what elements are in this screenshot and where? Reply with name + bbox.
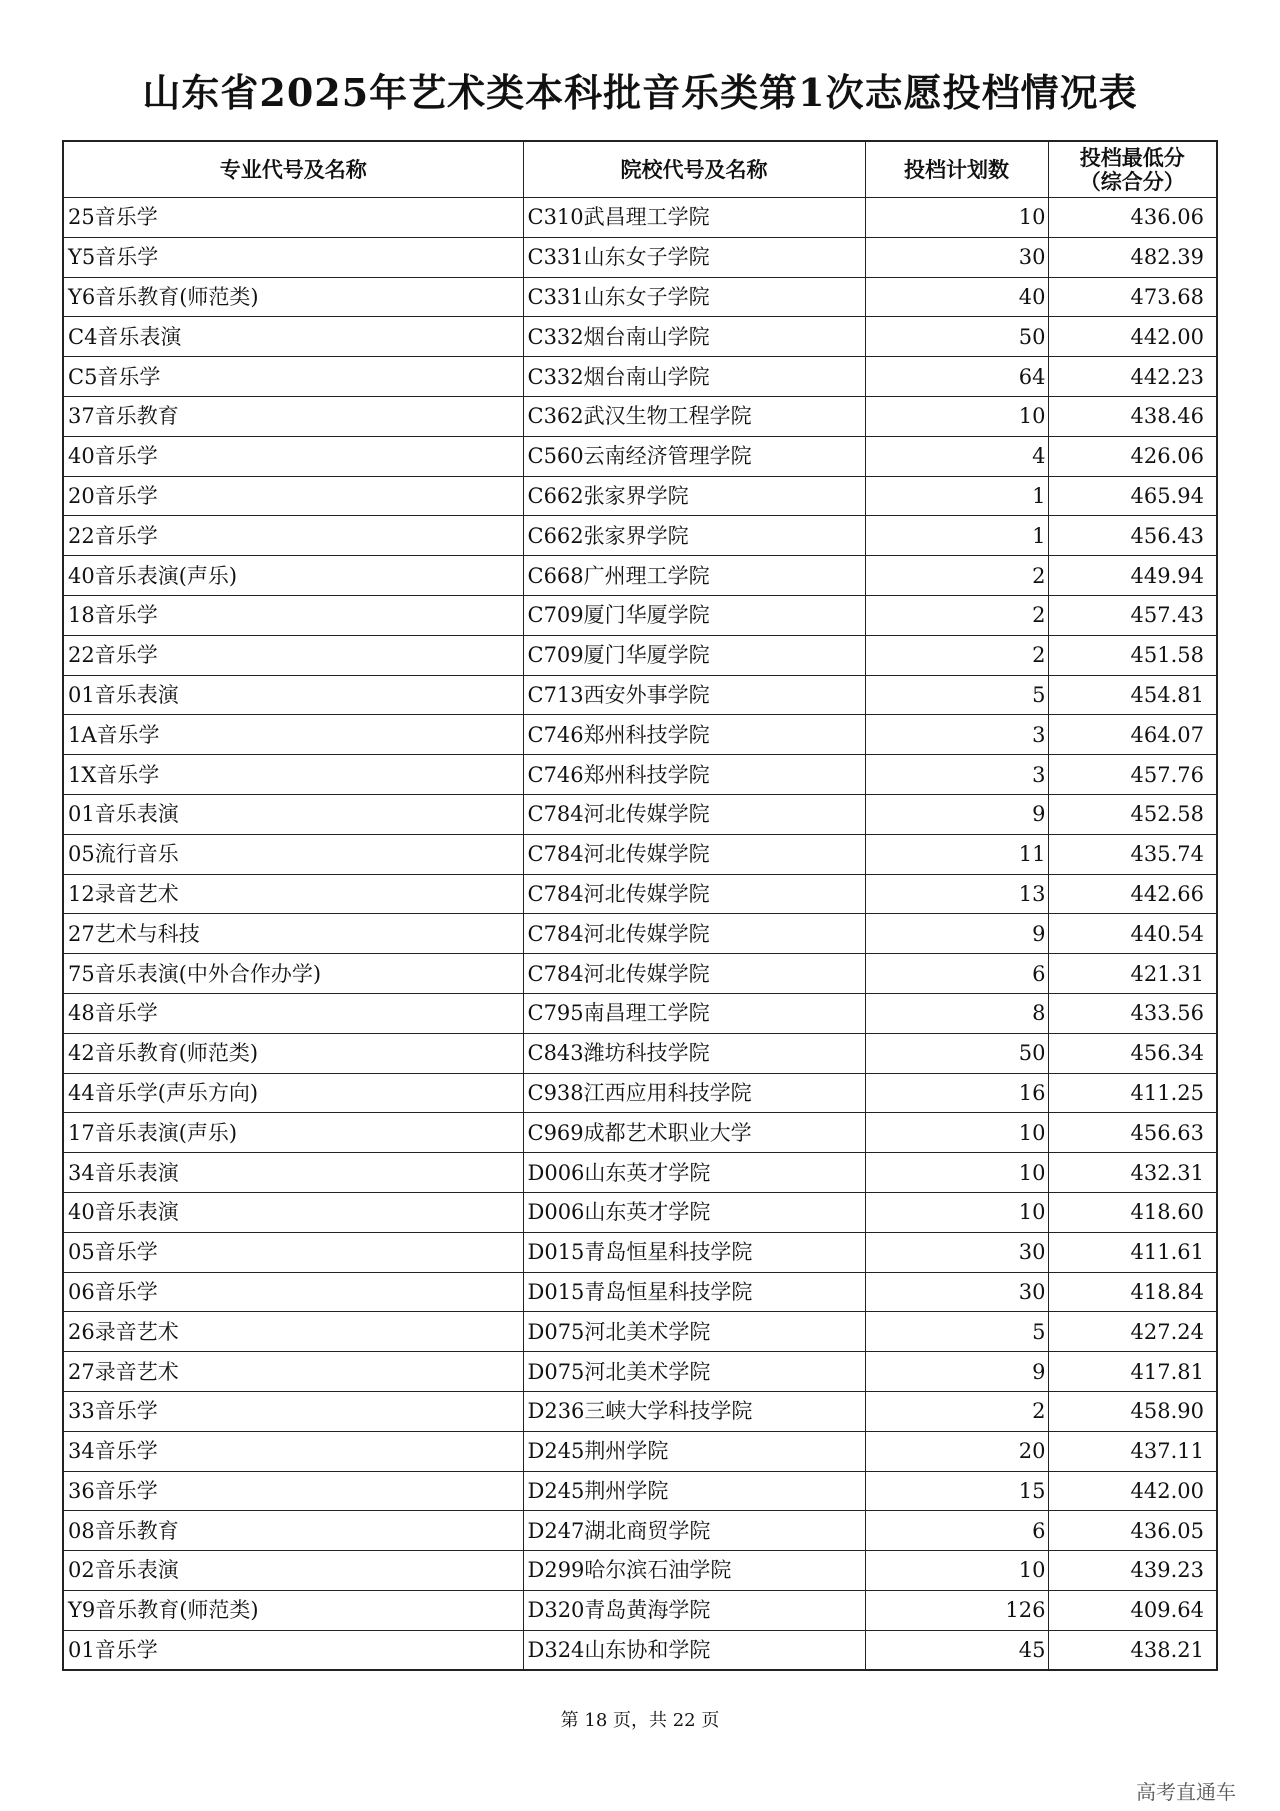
table-body bbox=[63, 198, 1217, 1671]
cell-score: 436.06 bbox=[1048, 198, 1217, 238]
table-row bbox=[63, 874, 1217, 914]
table-row bbox=[63, 1312, 1217, 1352]
cell-plan: 10 bbox=[865, 1113, 1048, 1153]
cell-plan: 40 bbox=[865, 277, 1048, 317]
cell-school: D245荆州学院 bbox=[523, 1431, 865, 1471]
table-row bbox=[63, 595, 1217, 635]
cell-plan: 9 bbox=[865, 914, 1048, 954]
cell-plan: 6 bbox=[865, 954, 1048, 994]
table-row bbox=[63, 993, 1217, 1033]
cell-score: 473.68 bbox=[1048, 277, 1217, 317]
cell-plan: 6 bbox=[865, 1511, 1048, 1551]
cell-school: D075河北美术学院 bbox=[523, 1312, 865, 1352]
cell-school: D006山东英才学院 bbox=[523, 1192, 865, 1232]
cell-plan: 10 bbox=[865, 396, 1048, 436]
page-number: 第 18 页，共 22 页 bbox=[560, 1710, 720, 1731]
table-row bbox=[63, 1113, 1217, 1153]
cell-major: C4音乐表演 bbox=[63, 317, 523, 357]
cell-school: D245荆州学院 bbox=[523, 1471, 865, 1511]
cell-major: 05音乐学 bbox=[63, 1232, 523, 1272]
cell-school: C709厦门华厦学院 bbox=[523, 595, 865, 635]
cell-score: 427.24 bbox=[1048, 1312, 1217, 1352]
cell-score: 438.46 bbox=[1048, 396, 1217, 436]
cell-plan: 5 bbox=[865, 1312, 1048, 1352]
cell-major: 01音乐学 bbox=[63, 1630, 523, 1670]
cell-major: 44音乐学(声乐方向) bbox=[63, 1073, 523, 1113]
table-row bbox=[63, 635, 1217, 675]
header-school: 院校代号及名称 bbox=[523, 141, 865, 198]
cell-school: D324山东协和学院 bbox=[523, 1630, 865, 1670]
cell-school: D015青岛恒星科技学院 bbox=[523, 1272, 865, 1312]
header-major: 专业代号及名称 bbox=[63, 141, 523, 198]
table-row bbox=[63, 436, 1217, 476]
table-row bbox=[63, 1431, 1217, 1471]
table-row bbox=[63, 1590, 1217, 1630]
table-row bbox=[63, 914, 1217, 954]
cell-plan: 9 bbox=[865, 1352, 1048, 1392]
cell-score: 457.76 bbox=[1048, 755, 1217, 795]
cell-score: 458.90 bbox=[1048, 1391, 1217, 1431]
cell-score: 449.94 bbox=[1048, 556, 1217, 596]
cell-plan: 10 bbox=[865, 1551, 1048, 1591]
table-row bbox=[63, 1511, 1217, 1551]
cell-plan: 50 bbox=[865, 317, 1048, 357]
cell-school: C746郑州科技学院 bbox=[523, 715, 865, 755]
cell-major: 18音乐学 bbox=[63, 595, 523, 635]
cell-school: C784河北传媒学院 bbox=[523, 954, 865, 994]
cell-score: 452.58 bbox=[1048, 794, 1217, 834]
cell-school: C662张家界学院 bbox=[523, 516, 865, 556]
cell-major: C5音乐学 bbox=[63, 357, 523, 397]
cell-score: 451.58 bbox=[1048, 635, 1217, 675]
cell-school: C746郑州科技学院 bbox=[523, 755, 865, 795]
cell-school: C969成都艺术职业大学 bbox=[523, 1113, 865, 1153]
table-row bbox=[63, 1153, 1217, 1193]
cell-plan: 8 bbox=[865, 993, 1048, 1033]
cell-score: 457.43 bbox=[1048, 595, 1217, 635]
cell-score: 426.06 bbox=[1048, 436, 1217, 476]
cell-plan: 2 bbox=[865, 595, 1048, 635]
cell-plan: 3 bbox=[865, 715, 1048, 755]
table-row bbox=[63, 476, 1217, 516]
cell-school: C331山东女子学院 bbox=[523, 277, 865, 317]
cell-score: 439.23 bbox=[1048, 1551, 1217, 1591]
cell-major: 36音乐学 bbox=[63, 1471, 523, 1511]
cell-score: 418.84 bbox=[1048, 1272, 1217, 1312]
cell-school: C843潍坊科技学院 bbox=[523, 1033, 865, 1073]
cell-score: 437.11 bbox=[1048, 1431, 1217, 1471]
cell-school: D236三峡大学科技学院 bbox=[523, 1391, 865, 1431]
cell-major: 06音乐学 bbox=[63, 1272, 523, 1312]
cell-plan: 50 bbox=[865, 1033, 1048, 1073]
cell-major: 37音乐教育 bbox=[63, 396, 523, 436]
cell-major: 08音乐教育 bbox=[63, 1511, 523, 1551]
cell-plan: 3 bbox=[865, 755, 1048, 795]
cell-plan: 30 bbox=[865, 1232, 1048, 1272]
cell-plan: 126 bbox=[865, 1590, 1048, 1630]
cell-score: 440.54 bbox=[1048, 914, 1217, 954]
cell-score: 456.34 bbox=[1048, 1033, 1217, 1073]
cell-major: 22音乐学 bbox=[63, 516, 523, 556]
table-row bbox=[63, 755, 1217, 795]
cell-score: 432.31 bbox=[1048, 1153, 1217, 1193]
page-title: 山东省2025年艺术类本科批音乐类第1次志愿投档情况表 bbox=[142, 70, 1138, 115]
cell-plan: 2 bbox=[865, 1391, 1048, 1431]
cell-plan: 9 bbox=[865, 794, 1048, 834]
table-row bbox=[63, 1471, 1217, 1511]
table-row bbox=[63, 675, 1217, 715]
cell-school: C938江西应用科技学院 bbox=[523, 1073, 865, 1113]
table-row bbox=[63, 715, 1217, 755]
table-row bbox=[63, 277, 1217, 317]
cell-major: Y6音乐教育(师范类) bbox=[63, 277, 523, 317]
cell-school: D247湖北商贸学院 bbox=[523, 1511, 865, 1551]
cell-score: 418.60 bbox=[1048, 1192, 1217, 1232]
cell-score: 411.25 bbox=[1048, 1073, 1217, 1113]
cell-plan: 2 bbox=[865, 556, 1048, 596]
cell-plan: 30 bbox=[865, 1272, 1048, 1312]
cell-plan: 10 bbox=[865, 198, 1048, 238]
cell-major: 01音乐表演 bbox=[63, 794, 523, 834]
cell-score: 411.61 bbox=[1048, 1232, 1217, 1272]
cell-plan: 20 bbox=[865, 1431, 1048, 1471]
cell-school: C668广州理工学院 bbox=[523, 556, 865, 596]
cell-score: 438.21 bbox=[1048, 1630, 1217, 1670]
cell-plan: 4 bbox=[865, 436, 1048, 476]
admission-table bbox=[62, 140, 1218, 1671]
cell-school: C310武昌理工学院 bbox=[523, 198, 865, 238]
cell-score: 465.94 bbox=[1048, 476, 1217, 516]
table-row bbox=[63, 237, 1217, 277]
cell-major: 05流行音乐 bbox=[63, 834, 523, 874]
cell-school: D075河北美术学院 bbox=[523, 1352, 865, 1392]
header-score-line1: 投档最低分 bbox=[1079, 144, 1185, 170]
cell-school: D299哈尔滨石油学院 bbox=[523, 1551, 865, 1591]
cell-school: C662张家界学院 bbox=[523, 476, 865, 516]
cell-score: 435.74 bbox=[1048, 834, 1217, 874]
table-row bbox=[63, 1551, 1217, 1591]
cell-major: 20音乐学 bbox=[63, 476, 523, 516]
cell-major: 02音乐表演 bbox=[63, 1551, 523, 1591]
cell-score: 442.23 bbox=[1048, 357, 1217, 397]
cell-major: 75音乐表演(中外合作办学) bbox=[63, 954, 523, 994]
cell-plan: 10 bbox=[865, 1153, 1048, 1193]
cell-score: 464.07 bbox=[1048, 715, 1217, 755]
cell-major: 34音乐学 bbox=[63, 1431, 523, 1471]
cell-major: 34音乐表演 bbox=[63, 1153, 523, 1193]
cell-plan: 11 bbox=[865, 834, 1048, 874]
table-row bbox=[63, 198, 1217, 238]
table-row bbox=[63, 1192, 1217, 1232]
cell-score: 442.00 bbox=[1048, 1471, 1217, 1511]
cell-plan: 13 bbox=[865, 874, 1048, 914]
cell-score: 456.63 bbox=[1048, 1113, 1217, 1153]
cell-plan: 16 bbox=[865, 1073, 1048, 1113]
table-row bbox=[63, 1272, 1217, 1312]
cell-major: Y9音乐教育(师范类) bbox=[63, 1590, 523, 1630]
cell-major: 33音乐学 bbox=[63, 1391, 523, 1431]
cell-major: 01音乐表演 bbox=[63, 675, 523, 715]
cell-school: D015青岛恒星科技学院 bbox=[523, 1232, 865, 1272]
table-row bbox=[63, 1232, 1217, 1272]
cell-score: 442.66 bbox=[1048, 874, 1217, 914]
cell-major: 1X音乐学 bbox=[63, 755, 523, 795]
cell-plan: 10 bbox=[865, 1192, 1048, 1232]
cell-plan: 30 bbox=[865, 237, 1048, 277]
table-row bbox=[63, 1391, 1217, 1431]
cell-school: C332烟台南山学院 bbox=[523, 317, 865, 357]
watermark: 高考直通车 bbox=[1136, 1780, 1236, 1804]
cell-score: 442.00 bbox=[1048, 317, 1217, 357]
table-row bbox=[63, 556, 1217, 596]
table-header-row bbox=[63, 141, 1217, 198]
cell-school: C784河北传媒学院 bbox=[523, 834, 865, 874]
cell-major: 42音乐教育(师范类) bbox=[63, 1033, 523, 1073]
table-row bbox=[63, 396, 1217, 436]
cell-plan: 2 bbox=[865, 635, 1048, 675]
cell-major: 27录音艺术 bbox=[63, 1352, 523, 1392]
cell-plan: 1 bbox=[865, 516, 1048, 556]
cell-school: C331山东女子学院 bbox=[523, 237, 865, 277]
cell-major: 40音乐表演 bbox=[63, 1192, 523, 1232]
cell-major: 27艺术与科技 bbox=[63, 914, 523, 954]
cell-score: 436.05 bbox=[1048, 1511, 1217, 1551]
cell-school: C362武汉生物工程学院 bbox=[523, 396, 865, 436]
cell-major: 40音乐表演(声乐) bbox=[63, 556, 523, 596]
table-row bbox=[63, 357, 1217, 397]
cell-school: D006山东英才学院 bbox=[523, 1153, 865, 1193]
cell-score: 454.81 bbox=[1048, 675, 1217, 715]
cell-school: D320青岛黄海学院 bbox=[523, 1590, 865, 1630]
cell-score: 482.39 bbox=[1048, 237, 1217, 277]
cell-school: C560云南经济管理学院 bbox=[523, 436, 865, 476]
cell-school: C784河北传媒学院 bbox=[523, 794, 865, 834]
cell-school: C713西安外事学院 bbox=[523, 675, 865, 715]
cell-plan: 1 bbox=[865, 476, 1048, 516]
cell-score: 421.31 bbox=[1048, 954, 1217, 994]
cell-major: Y5音乐学 bbox=[63, 237, 523, 277]
cell-score: 433.56 bbox=[1048, 993, 1217, 1033]
cell-school: C332烟台南山学院 bbox=[523, 357, 865, 397]
cell-major: 40音乐学 bbox=[63, 436, 523, 476]
cell-major: 12录音艺术 bbox=[63, 874, 523, 914]
cell-major: 25音乐学 bbox=[63, 198, 523, 238]
table-row bbox=[63, 1033, 1217, 1073]
cell-score: 456.43 bbox=[1048, 516, 1217, 556]
cell-major: 22音乐学 bbox=[63, 635, 523, 675]
table-row bbox=[63, 317, 1217, 357]
cell-school: C784河北传媒学院 bbox=[523, 874, 865, 914]
cell-plan: 15 bbox=[865, 1471, 1048, 1511]
cell-school: C709厦门华厦学院 bbox=[523, 635, 865, 675]
cell-major: 17音乐表演(声乐) bbox=[63, 1113, 523, 1153]
header-score-line2: （综合分） bbox=[1079, 168, 1185, 194]
cell-major: 26录音艺术 bbox=[63, 1312, 523, 1352]
table-row bbox=[63, 1352, 1217, 1392]
cell-plan: 64 bbox=[865, 357, 1048, 397]
table-row bbox=[63, 516, 1217, 556]
cell-plan: 45 bbox=[865, 1630, 1048, 1670]
cell-score: 417.81 bbox=[1048, 1352, 1217, 1392]
cell-major: 48音乐学 bbox=[63, 993, 523, 1033]
table-row bbox=[63, 1073, 1217, 1113]
cell-score: 409.64 bbox=[1048, 1590, 1217, 1630]
cell-school: C795南昌理工学院 bbox=[523, 993, 865, 1033]
cell-plan: 5 bbox=[865, 675, 1048, 715]
table-row bbox=[63, 1630, 1217, 1670]
header-plan: 投档计划数 bbox=[865, 141, 1048, 198]
header-score bbox=[1048, 141, 1217, 198]
cell-school: C784河北传媒学院 bbox=[523, 914, 865, 954]
table-row bbox=[63, 954, 1217, 994]
cell-major: 1A音乐学 bbox=[63, 715, 523, 755]
table-row bbox=[63, 794, 1217, 834]
table-row bbox=[63, 834, 1217, 874]
